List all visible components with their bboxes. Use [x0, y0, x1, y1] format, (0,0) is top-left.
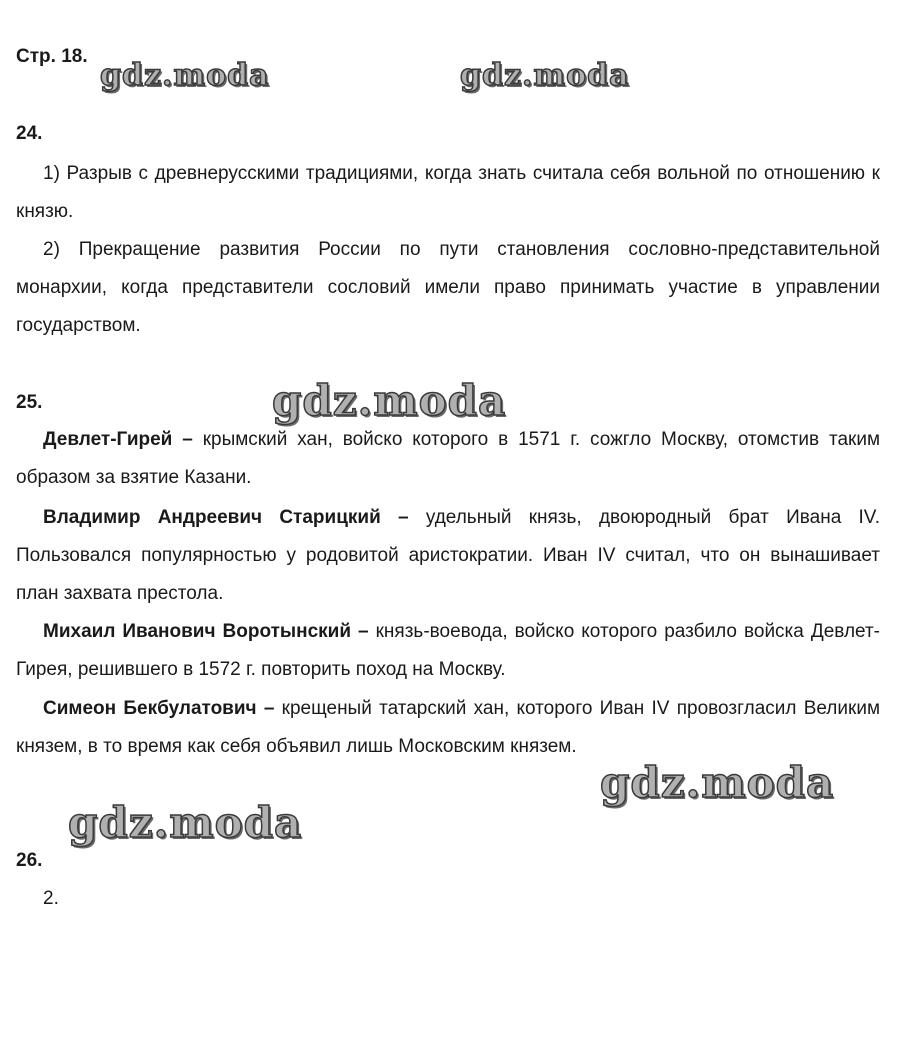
task-25-entry-3	[16, 613, 880, 689]
entry-text: князь-воевода, войско которого разбило войска Девлет-Гирея, решившего в 1572 г. повторить поход на Москву.	[16, 621, 881, 680]
watermark-4: gdz.moda	[600, 758, 835, 807]
task-25-entry-2	[16, 499, 880, 613]
page-label: Стр. 18.	[16, 46, 88, 67]
task-24-answer-2: 2) Прекращение развития России по пути становления сословно-представительной монархии, когда представители сословий имели право принимать участие в управлении государством.	[16, 239, 880, 336]
task-24-number: 24.	[16, 123, 43, 144]
entry-text: удельный князь, двоюродный брат Ивана IV. Пользовался популярностью у родовитой аристократии. Иван IV считал, что он вынашивает план захвата престола.	[16, 507, 880, 604]
task-25-entry-4	[16, 690, 880, 766]
watermark-2: gdz.moda	[460, 58, 630, 93]
entry-text: крымский хан, войско которого в 1571 г. сожгло Москву, отомстив таким образом за взятие Казани.	[16, 429, 881, 488]
watermark-5: gdz.moda	[68, 798, 303, 847]
entry-text: крещеный татарский хан, которого Иван IV провозгласил Великим князем, в то время как себя объявил лишь Московским князем.	[16, 698, 881, 757]
watermark-1: gdz.moda	[100, 58, 270, 93]
entry-name: Михаил Иванович Воротынский –	[43, 621, 369, 642]
task-26-number: 26.	[16, 850, 43, 871]
task-26-answer: 2.	[43, 888, 59, 909]
entry-name: Симеон Бекбулатович –	[43, 698, 275, 719]
entry-name: Девлет-Гирей –	[43, 429, 193, 450]
task-24-answer-1: 1) Разрыв с древнерусскими традициями, когда знать считала себя вольной по отношению к князю.	[16, 163, 880, 222]
task-25-entry-1	[16, 421, 880, 497]
entry-name: Владимир Андреевич Старицкий –	[43, 507, 409, 528]
task-25-number: 25.	[16, 392, 43, 413]
watermark-3: gdz.moda	[272, 376, 507, 425]
